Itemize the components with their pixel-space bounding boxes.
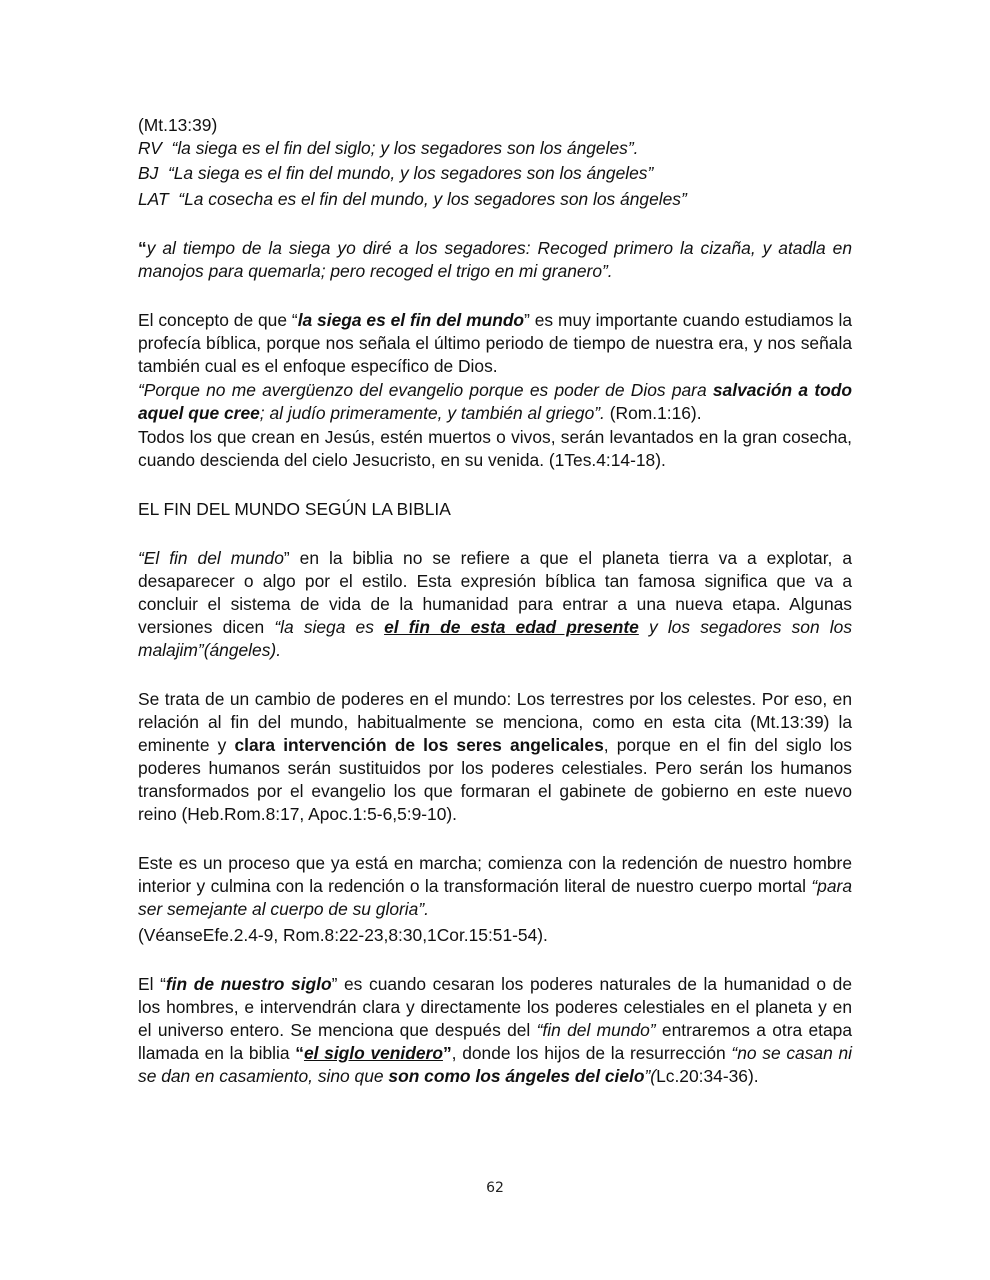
- paragraph-concept: El concepto de que “la siega es el fin del mundo” es muy importante cuando estudiamos la profecía bíblica, porque nos señala el último periodo de tiempo de nuestra era, y nos señala también cual es el enfoque específico de Dios.: [138, 310, 852, 376]
- paragraph-process: Este es un proceso que ya está en marcha; comienza con la redención de nuestro hombre interior y culmina con la redención o la transformación literal de nuestro cuerpo mortal “para ser semejante al cuerpo de su gloria”.: [138, 853, 852, 919]
- paragraph-harvest: Todos los que crean en Jesús, estén muertos o vivos, serán levantados en la gran cosecha, cuando descienda del cielo Jesucristo, en su venida. (1Tes.4:14-18).: [138, 427, 852, 470]
- paragraph-references: (VéanseEfe.2.4-9, Rom.8:22-23,8:30,1Cor.15:51-54).: [138, 925, 548, 945]
- version-lat: LAT “La cosecha es el fin del mundo, y los segadores son los ángeles”: [138, 189, 687, 209]
- paragraph-end-of-world: “El fin del mundo” en la biblia no se refiere a que el planeta tierra va a explotar, a desaparecer o algo por el estilo. Esta expresión bíblica tan famosa significa que va a concluir el sistema de vida de la humanidad para entrar a una nueva etapa. Algunas versiones dicen “la siega es el fin de esta edad presente y los segadores son los malajim”(ángeles).: [138, 548, 853, 660]
- paragraph-change-of-powers: Se trata de un cambio de poderes en el mundo: Los terrestres por los celestes. Por eso, en relación al fin del mundo, habitualmente se menciona, como en esta cita (Mt.13:39) la eminente y clara intervención de los seres angelicales, porque en el fin del siglo los poderes humanos serán sustituidos por los poderes celestiales. Pero serán los humanos transformados por el evangelio los que formaran el gabinete de gobierno en este nuevo reino (Heb.Rom.8:17, Apoc.1:5-6,5:9-10).: [138, 689, 853, 824]
- paragraph-end-of-age: El “fin de nuestro siglo” es cuando cesaran los poderes naturales de la humanidad o de los hombres, e intervendrán clara y directamente los poderes celestiales en el planeta y en el universo entero. Se menciona que después del “fin del mundo” entraremos a otra etapa llamada en la biblia “el siglo venidero”, donde los hijos de la resurrección “no se casan ni se dan en casamiento, sino que son como los ángeles del cielo”(Lc.20:34-36).: [138, 974, 852, 1086]
- page-number: 62: [486, 1180, 504, 1196]
- paragraph-parable-quote: “y al tiempo de la siega yo diré a los segadores: Recoged primero la cizaña, y atadla en manojos para quemarla; pero recoged el trigo en mi granero”.: [138, 238, 852, 281]
- section-heading: EL FIN DEL MUNDO SEGÚN LA BIBLIA: [138, 499, 451, 519]
- document-page: [138, 114, 852, 1088]
- citation: (Mt.13:39): [138, 115, 218, 135]
- paragraph-romans-quote: “Porque no me avergüenzo del evangelio porque es poder de Dios para salvación a todo aquel que cree; al judío primeramente, y también al griego”. (Rom.1:16).: [138, 380, 852, 423]
- version-rv: RV “la siega es el fin del siglo; y los segadores son los ángeles”.: [138, 138, 639, 158]
- version-bj: BJ “La siega es el fin del mundo, y los segadores son los ángeles”: [138, 163, 654, 183]
